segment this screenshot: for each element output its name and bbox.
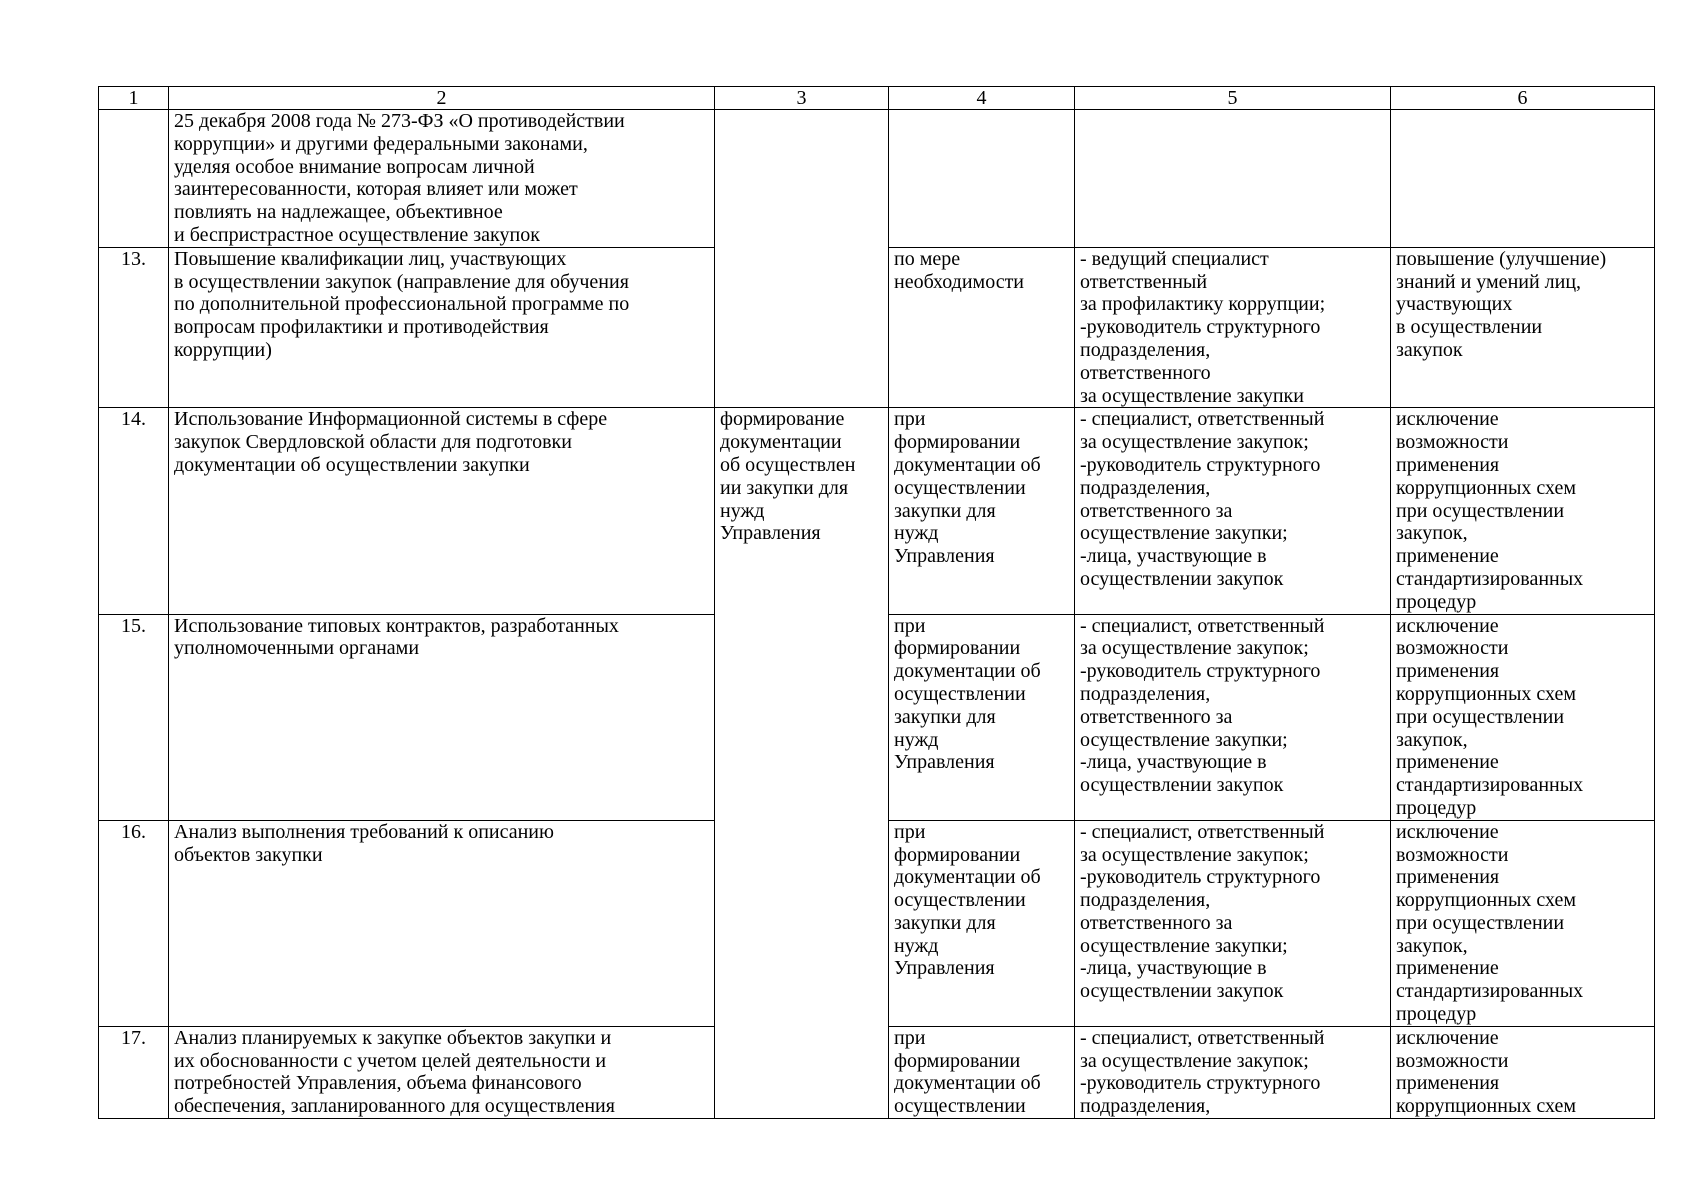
result-text: исключение возможности применения коррупционных схем при осуществлении закупок, применение стандартизированных процедур: [1391, 614, 1655, 820]
column-number-4: 4: [889, 87, 1075, 110]
empty-cell: [889, 110, 1075, 248]
result-text: исключение возможности применения коррупционных схем: [1391, 1026, 1655, 1118]
responsible-text: - специалист, ответственный за осуществление закупок; -руководитель структурного подразделения,: [1075, 1026, 1391, 1118]
deadline-text: при формировании документации об осуществлении закупки для нужд Управления: [889, 408, 1075, 614]
responsible-text: - специалист, ответственный за осуществление закупок; -руководитель структурного подразделения, ответственного за осуществление закупки; -лица, участвующие в осуществлении закупок: [1075, 408, 1391, 614]
empty-cell: [1075, 110, 1391, 248]
row-number: 15.: [99, 614, 169, 820]
measure-text: Использование типовых контрактов, разработанных уполномоченными органами: [169, 614, 715, 820]
table-row-continuation: [99, 110, 1655, 248]
column-number-2: 2: [169, 87, 715, 110]
measure-text: Повышение квалификации лиц, участвующих в осуществлении закупок (направление для обучения по дополнительной профессиональной программе по вопросам профилактики и противодействия коррупции): [169, 247, 715, 408]
result-text: исключение возможности применения коррупционных схем при осуществлении закупок, применение стандартизированных процедур: [1391, 408, 1655, 614]
deadline-text: при формировании документации об осуществлении закупки для нужд Управления: [889, 614, 1075, 820]
measure-text: Использование Информационной системы в сфере закупок Свердловской области для подготовки документации об осуществлении закупки: [169, 408, 715, 614]
result-text: повышение (улучшение) знаний и умений лиц, участвующих в осуществлении закупок: [1391, 247, 1655, 408]
column-number-6: 6: [1391, 87, 1655, 110]
row-number-cell: [99, 110, 169, 248]
column-number-5: 5: [1075, 87, 1391, 110]
responsible-text: - ведущий специалист ответственный за профилактику коррупции; -руководитель структурного подразделения, ответственного за осуществление закупки: [1075, 247, 1391, 408]
result-text: исключение возможности применения коррупционных схем при осуществлении закупок, применение стандартизированных процедур: [1391, 820, 1655, 1026]
action-text: формирование документации об осуществлен ии закупки для нужд Управления: [715, 408, 889, 1119]
measure-text: 25 декабря 2008 года № 273-ФЗ «О противодействии коррупции» и другими федеральными законами, уделяя особое внимание вопросам личной заинтересованности, которая влияет или может повлиять на надлежащее, объективное и беспристрастное осуществление закупок: [169, 110, 715, 248]
column-number-3: 3: [715, 87, 889, 110]
row-number: 13.: [99, 247, 169, 408]
measure-text: Анализ планируемых к закупке объектов закупки и их обоснованности с учетом целей деятельности и потребностей Управления, объема финансового обеспечения, запланированного для осуществления: [169, 1026, 715, 1118]
column-number-1: 1: [99, 87, 169, 110]
empty-cell: [715, 110, 889, 408]
deadline-text: при формировании документации об осуществлении закупки для нужд Управления: [889, 820, 1075, 1026]
deadline-text: по мере необходимости: [889, 247, 1075, 408]
measures-table: [98, 86, 1655, 1119]
measure-text: Анализ выполнения требований к описанию объектов закупки: [169, 820, 715, 1026]
empty-cell: [1391, 110, 1655, 248]
table-row: [99, 408, 1655, 614]
deadline-text: при формировании документации об осуществлении: [889, 1026, 1075, 1118]
row-number: 14.: [99, 408, 169, 614]
row-number: 16.: [99, 820, 169, 1026]
responsible-text: - специалист, ответственный за осуществление закупок; -руководитель структурного подразделения, ответственного за осуществление закупки; -лица, участвующие в осуществлении закупок: [1075, 614, 1391, 820]
responsible-text: - специалист, ответственный за осуществление закупок; -руководитель структурного подразделения, ответственного за осуществление закупки; -лица, участвующие в осуществлении закупок: [1075, 820, 1391, 1026]
column-number-row: [99, 87, 1655, 110]
row-number: 17.: [99, 1026, 169, 1118]
